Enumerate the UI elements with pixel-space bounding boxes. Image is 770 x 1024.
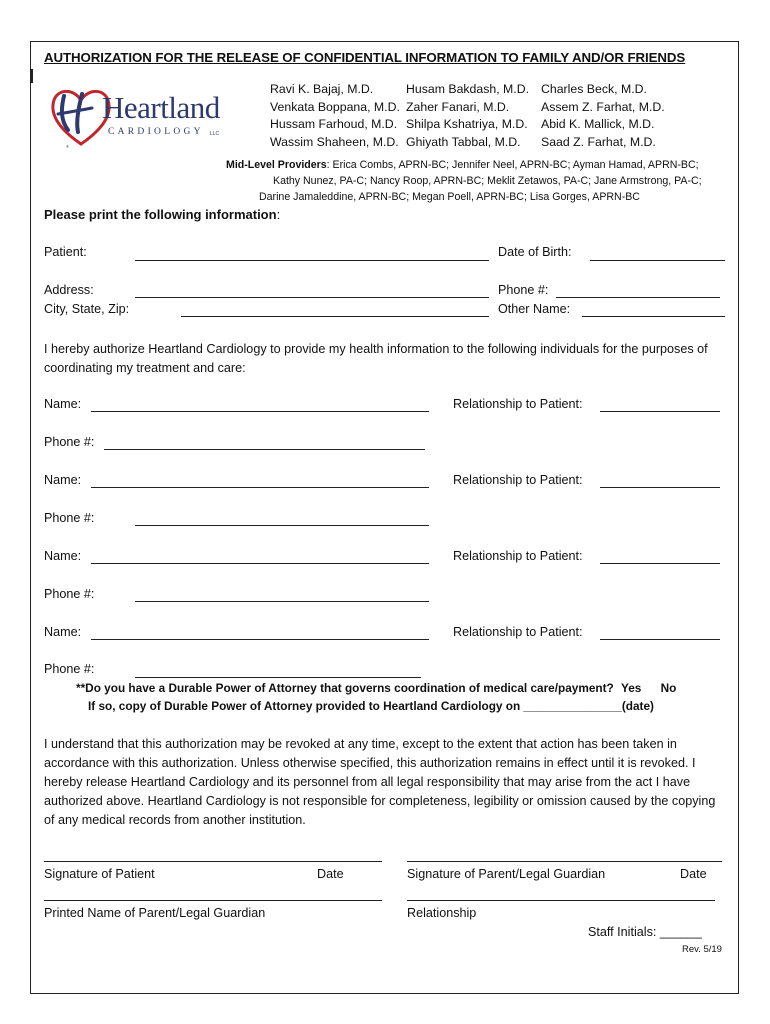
phone-label: Phone #:	[498, 283, 549, 297]
logo-subtitle: CARDIOLOGY	[108, 127, 204, 137]
doctor-name: Ghiyath Tabbal, M.D.	[406, 134, 521, 149]
contact-3-name-field[interactable]	[91, 563, 429, 564]
doctor-name: Husam Bakdash, M.D.	[406, 82, 530, 96]
doctor-name: Zaher Fanari, M.D.	[406, 99, 510, 114]
doctor-name: Hussam Farhoud, M.D.	[270, 117, 398, 131]
authorization-text: I hereby authorize Heartland Cardiology to provide my health information to the following individuals for the purposes of coordinating my treatment and care:	[44, 342, 708, 375]
other-name-label: Other Name:	[498, 302, 571, 316]
mid-level-providers-line-3: Darine Jamaleddine, APRN-BC; Megan Poell, APRN-BC; Lisa Gorges, APRN-BC	[259, 191, 640, 203]
contact-2-relationship-field[interactable]	[600, 487, 720, 488]
contact-4-phone-field[interactable]	[135, 677, 421, 678]
guardian-signature-label: Signature of Parent/Legal Guardian	[407, 867, 606, 881]
doctor-name: Venkata Boppana, M.D.	[270, 99, 400, 114]
staff-initials[interactable]: Staff Initials: ______	[588, 925, 702, 939]
contact-3-relationship-field[interactable]	[600, 563, 720, 564]
contact-name-label: Name:	[44, 397, 82, 411]
other-name-field[interactable]	[582, 316, 725, 317]
contact-4-name-field[interactable]	[91, 639, 429, 640]
doctor-name: Abid K. Mallick, M.D.	[541, 117, 655, 131]
doctor-column-3	[541, 81, 665, 151]
contact-phone-label: Phone #:	[44, 435, 95, 449]
city-state-zip-field[interactable]	[181, 316, 489, 317]
contact-name-label: Name:	[44, 625, 82, 639]
doctor-name: Charles Beck, M.D.	[541, 82, 647, 96]
revocation-text: I understand that this authorization may be revoked at any time, except to the extent that action has been taken in accordance with this authorization. Unless otherwise specified, this authorization remains in effect until it is revoked. I hereby release Heartland Cardiology and its personnel from all legal responsibility that may arise from the act I have authorized above. Heartland Cardiology is not responsible for completeness, legibility or omission caused by the copying of any medical records from another institution.	[44, 737, 716, 827]
print-instructions: Please print the following information:	[44, 207, 281, 222]
logo-name: Heartland	[102, 90, 220, 125]
relationship-label: Relationship to Patient:	[453, 473, 583, 487]
contact-name-label: Name:	[44, 473, 82, 487]
contact-1-relationship-field[interactable]	[600, 411, 720, 412]
form-title: AUTHORIZATION FOR THE RELEASE OF CONFIDENTIAL INFORMATION TO FAMILY AND/OR FRIENDS	[44, 50, 686, 65]
phone-field[interactable]	[556, 297, 720, 298]
patient-date-label: Date	[317, 867, 344, 881]
revision-label: Rev. 5/19	[682, 944, 722, 955]
contact-phone-label: Phone #:	[44, 587, 95, 601]
doctor-name: Ravi K. Bajaj, M.D.	[270, 82, 374, 96]
poa-no-option[interactable]: No	[660, 681, 677, 695]
doctor-name: Wassim Shaheen, M.D.	[270, 134, 399, 149]
contact-phone-label: Phone #:	[44, 662, 95, 676]
dob-field[interactable]	[590, 260, 725, 261]
contact-name-label: Name:	[44, 549, 82, 563]
contact-phone-label: Phone #:	[44, 511, 95, 525]
address-field[interactable]	[135, 297, 489, 298]
dob-label: Date of Birth:	[498, 245, 572, 259]
relationship-signature-label: Relationship	[407, 906, 477, 920]
relationship-line[interactable]	[407, 900, 715, 901]
doctor-column-2	[406, 81, 529, 151]
poa-yes-option[interactable]: Yes	[621, 681, 642, 695]
margin-mark	[31, 69, 33, 83]
patient-field[interactable]	[135, 260, 489, 261]
doctor-name: Saad Z. Farhat, M.D.	[541, 134, 656, 149]
poa-copy-date: If so, copy of Durable Power of Attorney provided to Heartland Cardiology on _______________(date)	[88, 699, 654, 713]
contact-1-phone-field[interactable]	[104, 449, 425, 450]
doctor-name: Assem Z. Farhat, M.D.	[541, 99, 665, 114]
doctor-name: Shilpa Kshatriya, M.D.	[406, 117, 528, 131]
doctor-column-1	[270, 81, 400, 151]
contact-2-phone-field[interactable]	[135, 525, 429, 526]
address-label: Address:	[44, 283, 94, 297]
guardian-printed-name-line[interactable]	[44, 900, 382, 901]
contact-4-relationship-field[interactable]	[600, 639, 720, 640]
heartland-logo	[46, 82, 226, 152]
relationship-label: Relationship to Patient:	[453, 625, 583, 639]
guardian-printed-name-label: Printed Name of Parent/Legal Guardian	[44, 906, 266, 920]
city-state-zip-label: City, State, Zip:	[44, 302, 130, 316]
guardian-date-label: Date	[680, 867, 707, 881]
patient-signature-line[interactable]	[44, 861, 382, 862]
logo-llc: LLC	[210, 131, 220, 137]
patient-label: Patient:	[44, 245, 87, 259]
svg-text:®: ®	[66, 144, 69, 149]
poa-question: **Do you have a Durable Power of Attorney that governs coordination of medical care/payment? Yes No	[76, 681, 677, 695]
contact-1-name-field[interactable]	[91, 411, 429, 412]
patient-signature-label: Signature of Patient	[44, 867, 155, 881]
contact-2-name-field[interactable]	[91, 487, 429, 488]
mid-level-label: Mid-Level Providers	[226, 159, 327, 171]
contact-3-phone-field[interactable]	[135, 601, 429, 602]
relationship-label: Relationship to Patient:	[453, 549, 583, 563]
mid-level-providers-line-2: Kathy Nunez, PA-C; Nancy Roop, APRN-BC; Meklit Zetawos, PA-C; Jane Armstrong, PA-C;	[273, 175, 702, 187]
relationship-label: Relationship to Patient:	[453, 397, 583, 411]
guardian-signature-line[interactable]	[407, 861, 722, 862]
mid-level-text: : Erica Combs, APRN-BC; Jennifer Neel, APRN-BC; Ayman Hamad, APRN-BC;	[326, 159, 699, 171]
mid-level-providers-line-1	[226, 158, 699, 174]
